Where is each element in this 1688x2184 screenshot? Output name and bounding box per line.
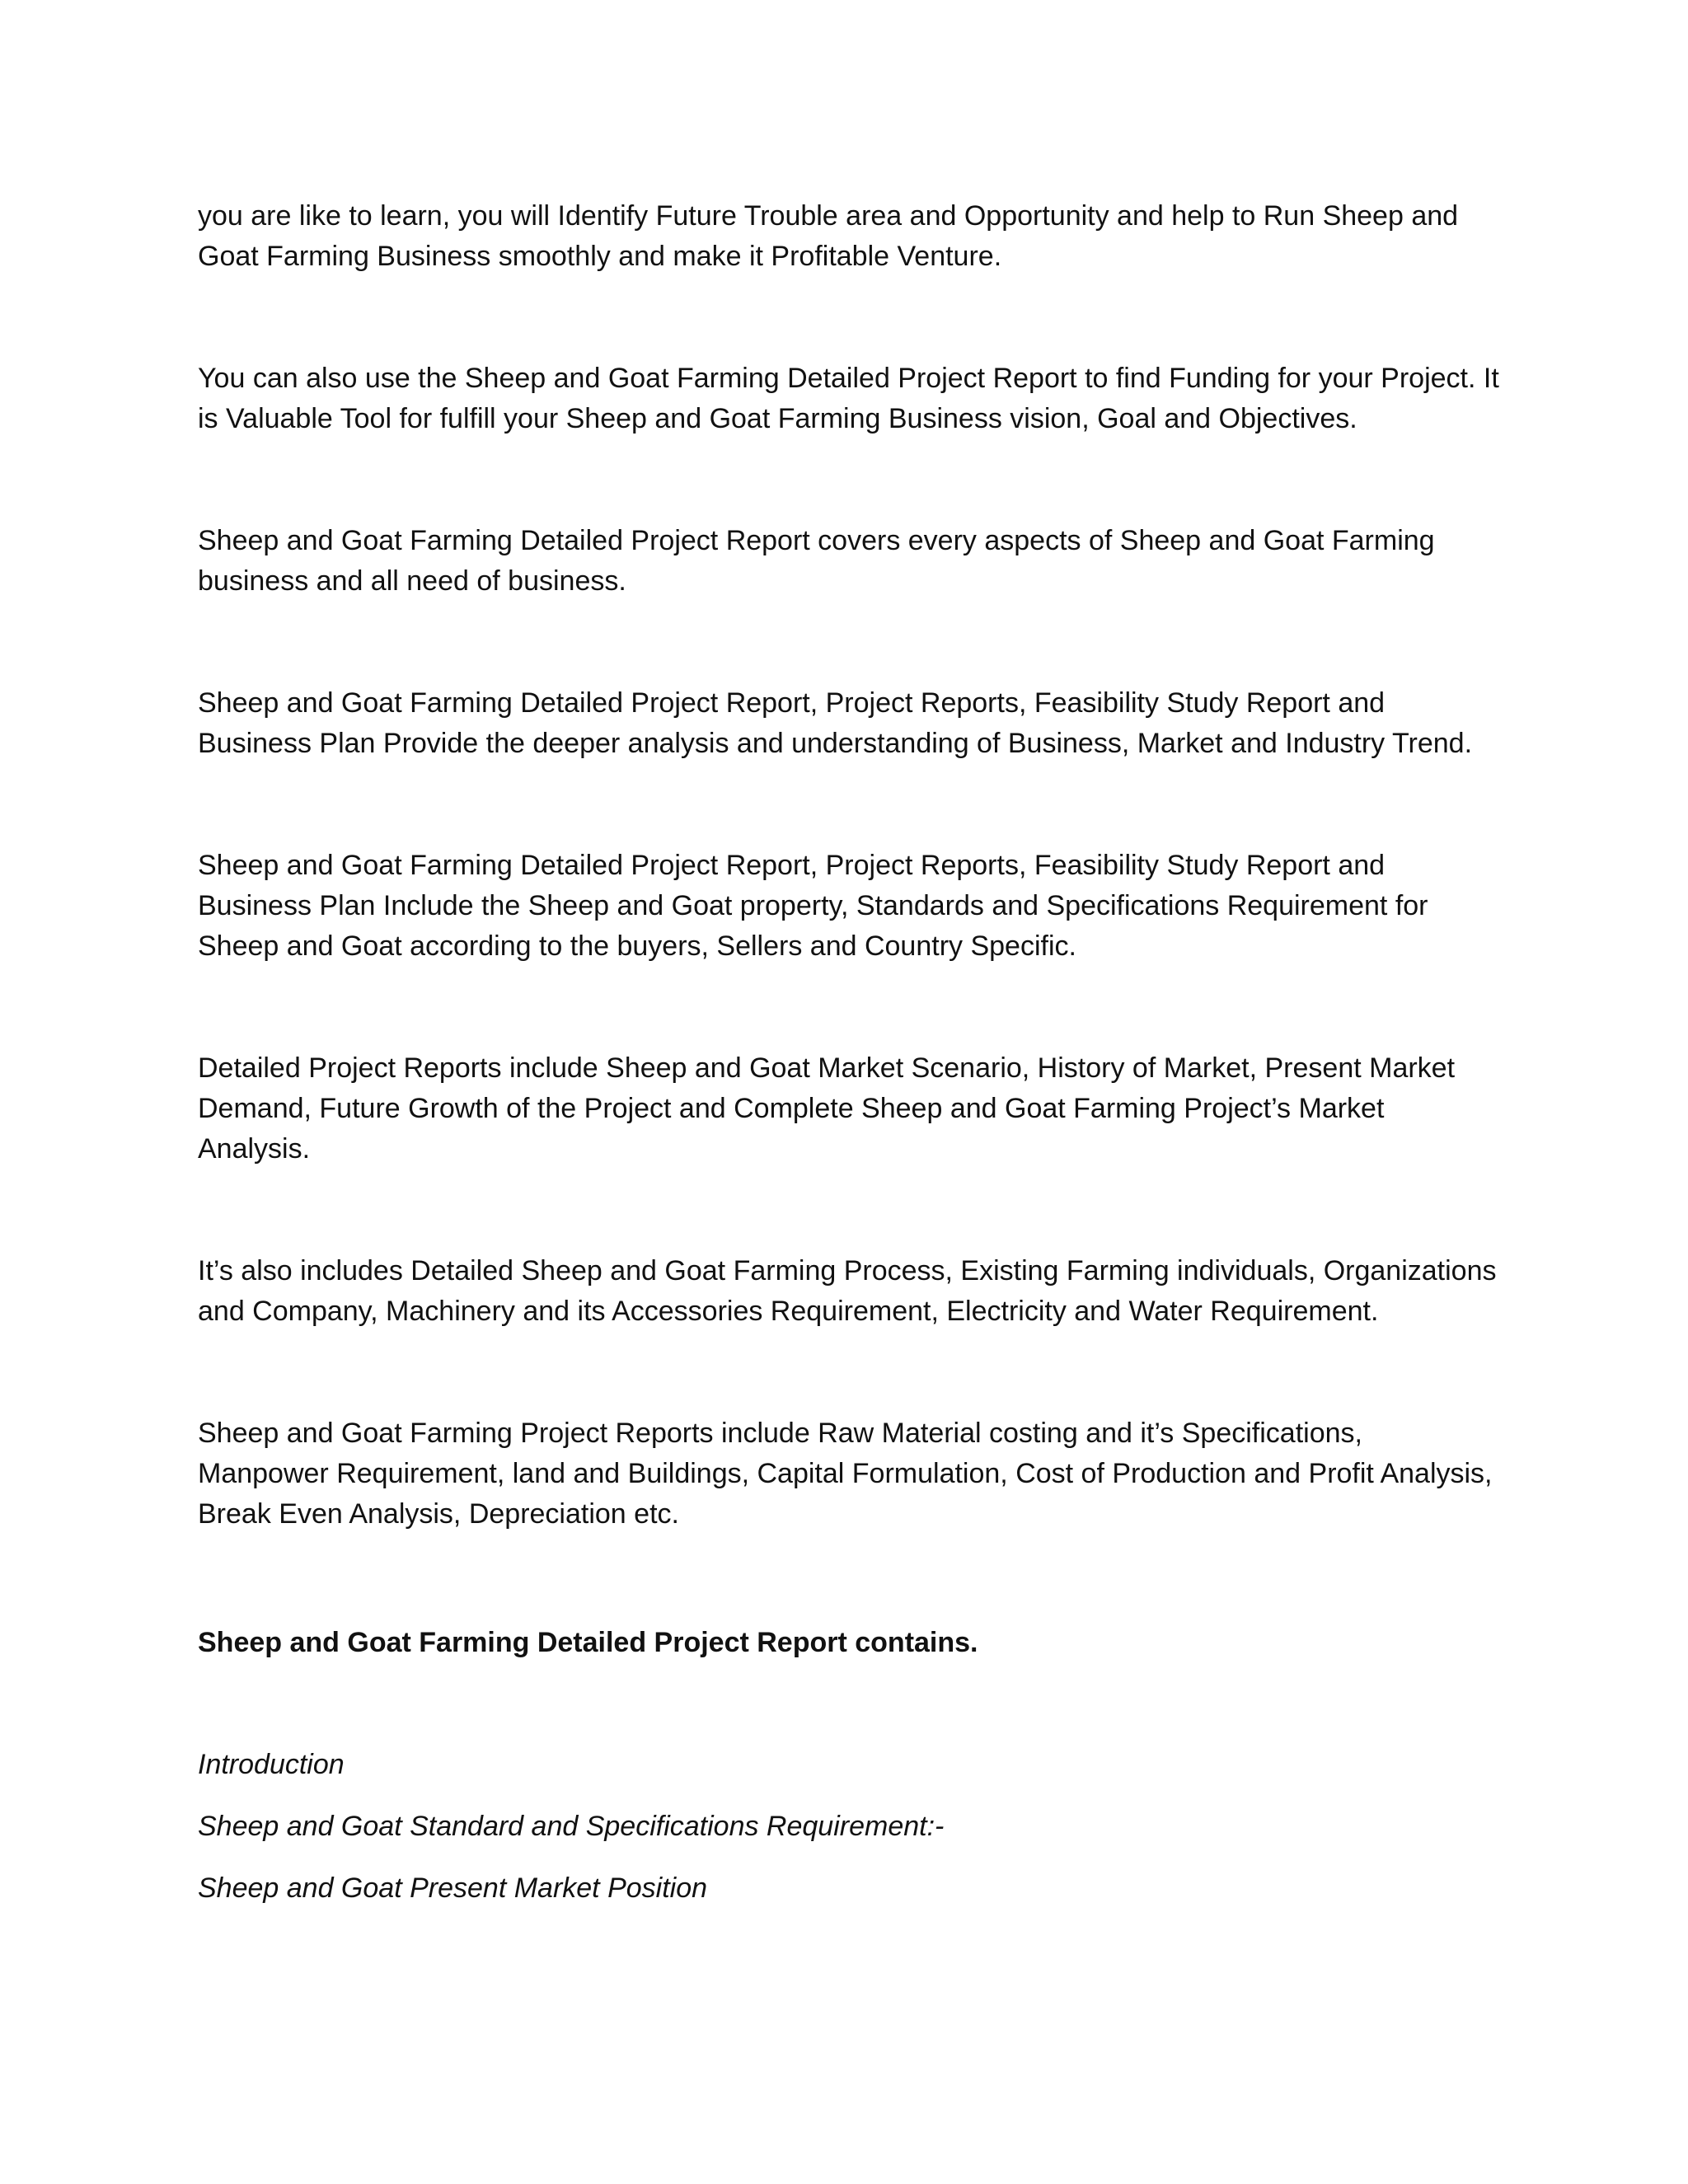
paragraph-market-scenario: Detailed Project Reports include Sheep and Goat Market Scenario, History of Market, Present Market Demand, Future Growth of the Project and Complete Sheep and Goat Farming Project’s Market Analysis.	[198, 1052, 1456, 1165]
paragraph-analysis: Sheep and Goat Farming Detailed Project Report, Project Reports, Feasibility Study Report and Business Plan Provide the deeper analysis and understanding of Business, Market and Industry Trend.	[198, 687, 1473, 759]
paragraph-process: It’s also includes Detailed Sheep and Goat Farming Process, Existing Farming individuals, Organizations and Company, Machinery and its Accessories Requirement, Electricity and Water Requirement.	[198, 1255, 1497, 1327]
contents-item-standards: Sheep and Goat Standard and Specifications Requirement:-	[198, 1811, 945, 1842]
contents-item-introduction: Introduction	[198, 1749, 345, 1780]
contents-item-market-position: Sheep and Goat Present Market Position	[198, 1872, 708, 1904]
paragraph-funding: You can also use the Sheep and Goat Farming Detailed Project Report to find Funding for your Project. It is Valuable Tool for fulfill your Sheep and Goat Farming Business vision, Goal and Objectives.	[198, 363, 1499, 434]
paragraph-specifications: Sheep and Goat Farming Detailed Project Report, Project Reports, Feasibility Study Report and Business Plan Include the Sheep and Goat property, Standards and Specifications Requirement for Sheep and Goat according to the buyers, Sellers and Country Specific.	[198, 850, 1428, 962]
document-body	[198, 196, 1500, 1930]
paragraph-costing: Sheep and Goat Farming Project Reports include Raw Material costing and it’s Specifications, Manpower Requirement, land and Buildings, Capital Formulation, Cost of Production and Profit Analysis, Break Even Analysis, Depreciation etc.	[198, 1418, 1493, 1530]
paragraph-learn-opportunity: you are like to learn, you will Identify Future Trouble area and Opportunity and help to Run Sheep and Goat Farming Business smoothly and make it Profitable Venture.	[198, 200, 1459, 272]
paragraph-coverage: Sheep and Goat Farming Detailed Project Report covers every aspects of Sheep and Goat Farming business and all need of business.	[198, 525, 1435, 597]
contents-heading: Sheep and Goat Farming Detailed Project Report contains.	[198, 1627, 978, 1658]
